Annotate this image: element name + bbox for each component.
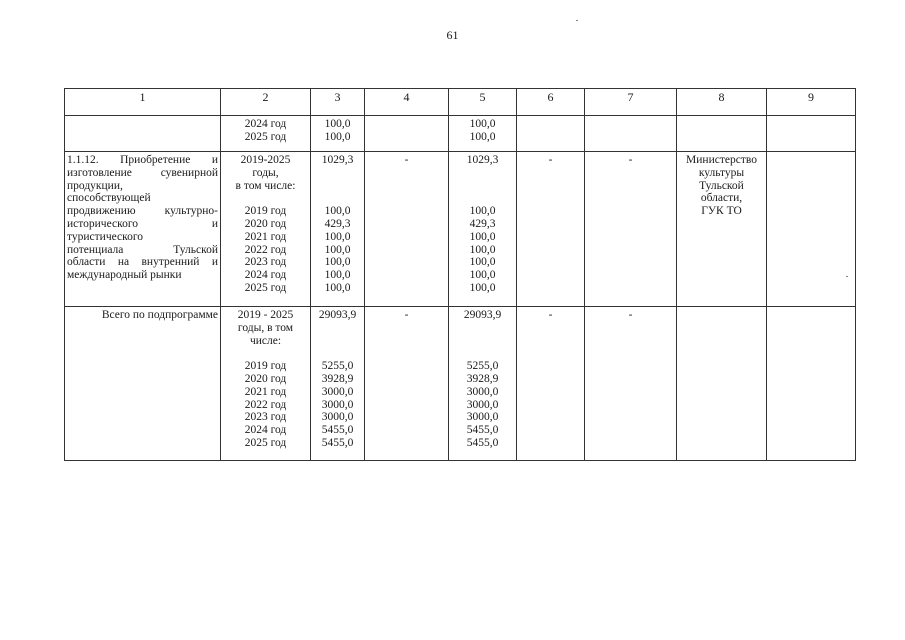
- cell-col9: [767, 152, 856, 307]
- executor-line: Тульской: [699, 179, 744, 192]
- dash-value: -: [404, 154, 409, 166]
- cell-col8: [677, 307, 767, 461]
- cell-col7: [585, 116, 677, 152]
- amount-value: 3000,0: [466, 385, 499, 398]
- cell-col4: [365, 116, 449, 152]
- amount-value: 100,0: [324, 281, 351, 294]
- executor-line: Министерство: [686, 154, 757, 166]
- amount-value: 5255,0: [466, 360, 499, 373]
- amount-value: 3928,9: [321, 372, 354, 385]
- table-header-row: [65, 89, 856, 116]
- cell-col9: [767, 116, 856, 152]
- table-row-souvenir: [65, 152, 856, 307]
- executor-line: ГУК ТО: [701, 205, 742, 218]
- description-line: области на внутренний и: [67, 256, 218, 269]
- cell-description: [65, 152, 221, 307]
- cell-col7: [585, 152, 677, 307]
- cell-col5: [449, 116, 517, 152]
- amount-value: 100,0: [324, 205, 351, 218]
- dash-value: -: [628, 309, 633, 321]
- year-label: 2024 год: [244, 424, 287, 437]
- period-line: 2019 - 2025: [237, 309, 294, 321]
- description-line: продукции,: [67, 179, 123, 192]
- total-value: 1029,3: [466, 154, 499, 166]
- amount-value: 100,0: [324, 230, 351, 243]
- description-line: международный рынки: [67, 269, 182, 282]
- amount-value: 100,0: [469, 205, 496, 218]
- amount-value: 3000,0: [321, 385, 354, 398]
- amount-value: 100,0: [324, 256, 351, 269]
- period-line: годы, в том: [237, 321, 294, 334]
- total-value: 29093,9: [463, 309, 502, 321]
- amount-value: 100,0: [469, 230, 496, 243]
- executor-line: области,: [700, 192, 743, 205]
- year-label: 2022 год: [244, 398, 287, 411]
- table-row-total: [65, 307, 856, 461]
- amount-value: 100,0: [469, 256, 496, 269]
- amount-value: 5455,0: [466, 424, 499, 437]
- cell-col6: [517, 116, 585, 152]
- dash-value: -: [404, 309, 409, 321]
- header-cell-3: 3: [311, 89, 365, 116]
- amount-value: 100,0: [324, 118, 351, 130]
- year-label: 2019 год: [244, 360, 287, 373]
- page-number: 61: [446, 28, 459, 42]
- description-line: исторического и: [67, 217, 218, 230]
- amount-value: 5455,0: [466, 436, 499, 449]
- amount-value: 3000,0: [466, 411, 499, 424]
- year-label: 2024 год: [244, 269, 287, 282]
- total-value: 1029,3: [321, 154, 354, 166]
- header-cell-9: 9: [767, 89, 856, 116]
- cell-col6: [517, 307, 585, 461]
- year-label: 2020 год: [244, 372, 287, 385]
- header-cell-5: 5: [449, 89, 517, 116]
- period-line: годы,: [252, 166, 279, 179]
- amount-value: 100,0: [324, 269, 351, 282]
- header-cell-4: 4: [365, 89, 449, 116]
- cell-col6: [517, 152, 585, 307]
- cell-col3: [311, 307, 365, 461]
- amount-value: 100,0: [469, 281, 496, 294]
- header-cell-2: 2: [221, 89, 311, 116]
- period-line: 2019-2025: [240, 154, 291, 166]
- amount-value: 429,3: [469, 217, 496, 230]
- cell-executor: [677, 152, 767, 307]
- amount-value: 3000,0: [321, 411, 354, 424]
- description-line: туристического: [67, 230, 144, 243]
- budget-table: [64, 88, 856, 461]
- description-line: продвижению культурно-: [67, 205, 218, 218]
- year-label: 2023 год: [244, 411, 287, 424]
- period-line: числе:: [249, 334, 282, 347]
- dash-value: -: [548, 154, 553, 166]
- executor-line: культуры: [698, 166, 745, 179]
- cell-col3: [311, 116, 365, 152]
- amount-value: 5455,0: [321, 424, 354, 437]
- cell-years: [221, 152, 311, 307]
- year-label: 2023 год: [244, 256, 287, 269]
- description-line: способствующей: [67, 192, 151, 205]
- cell-years: [221, 116, 311, 152]
- amount-value: 3000,0: [321, 398, 354, 411]
- amount-value: 100,0: [469, 118, 496, 130]
- amount-value: 100,0: [469, 269, 496, 282]
- year-label: 2022 год: [244, 243, 287, 256]
- description-line: потенциала Тульской: [67, 243, 218, 256]
- year-label: 2021 год: [244, 230, 287, 243]
- description-line: 1.1.12. Приобретение и: [67, 154, 218, 166]
- amount-value: 3928,9: [466, 372, 499, 385]
- amount-value: 100,0: [324, 243, 351, 256]
- total-value: 29093,9: [318, 309, 357, 321]
- total-label: Всего по подпрограмме: [101, 309, 218, 321]
- scan-speck: [846, 276, 848, 277]
- year-label: 2021 год: [244, 385, 287, 398]
- year-label: 2024 год: [244, 118, 287, 130]
- amount-value: 5455,0: [321, 436, 354, 449]
- year-label: 2025 год: [244, 130, 287, 143]
- cell-col7: [585, 307, 677, 461]
- cell-col9: [767, 307, 856, 461]
- amount-value: 100,0: [469, 243, 496, 256]
- cell-col5: [449, 152, 517, 307]
- description-line: изготовление сувенирной: [67, 166, 218, 179]
- year-label: 2025 год: [244, 281, 287, 294]
- cell-col8: [677, 116, 767, 152]
- year-label: 2020 год: [244, 217, 287, 230]
- header-cell-7: 7: [585, 89, 677, 116]
- amount-value: 429,3: [324, 217, 351, 230]
- year-label: 2025 год: [244, 436, 287, 449]
- amount-value: 5255,0: [321, 360, 354, 373]
- amount-value: 3000,0: [466, 398, 499, 411]
- cell-years: [221, 307, 311, 461]
- amount-value: 100,0: [324, 130, 351, 143]
- cell-col4: [365, 307, 449, 461]
- dash-value: -: [628, 154, 633, 166]
- amount-value: 100,0: [469, 130, 496, 143]
- header-cell-6: 6: [517, 89, 585, 116]
- cell-col4: [365, 152, 449, 307]
- cell-description: [65, 116, 221, 152]
- period-line: в том числе:: [235, 179, 296, 192]
- dash-value: -: [548, 309, 553, 321]
- cell-col5: [449, 307, 517, 461]
- cell-description: [65, 307, 221, 461]
- header-cell-1: 1: [65, 89, 221, 116]
- header-cell-8: 8: [677, 89, 767, 116]
- scan-speck: [576, 20, 578, 21]
- cell-col3: [311, 152, 365, 307]
- year-label: 2019 год: [244, 205, 287, 218]
- table-row-continuation: [65, 116, 856, 152]
